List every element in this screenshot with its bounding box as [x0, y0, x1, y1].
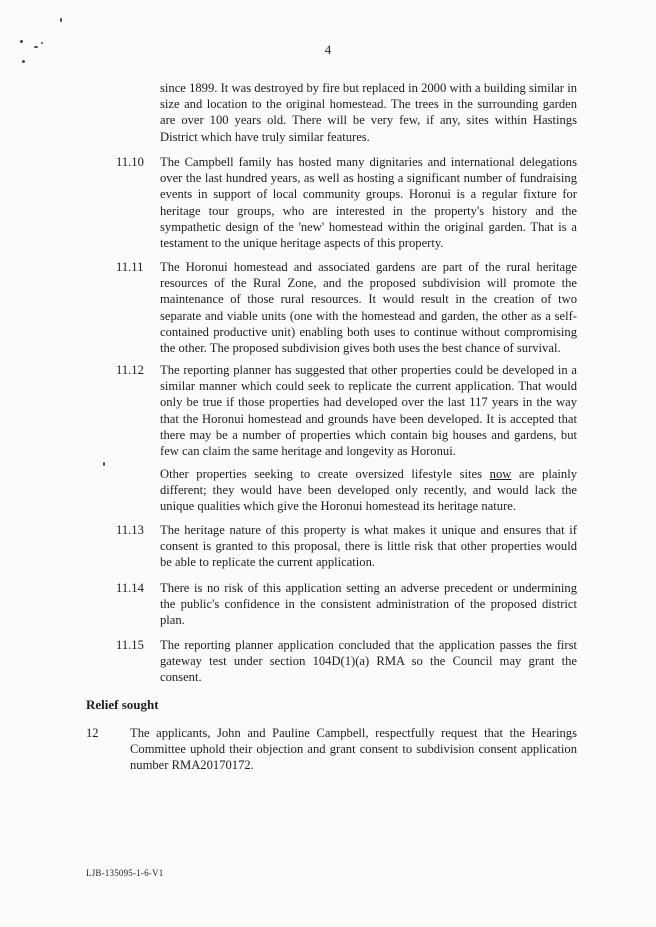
scan-speck [103, 462, 105, 466]
scan-speck [60, 18, 62, 22]
paragraph-number: 11.12 [116, 363, 144, 377]
paragraph-number: 11.14 [116, 581, 144, 595]
paragraph-number: 11.13 [116, 523, 144, 537]
subparagraph-text-end: are plainly different; they would have been developed only recently, and would lack the unique qualities which give the Horonui homestead its heritage nature. [160, 467, 578, 514]
paragraph-11-10 [116, 154, 577, 251]
scan-speck [22, 60, 25, 63]
page-number: 4 [324, 42, 332, 57]
subparagraph-text-start: Other properties seeking to create oversized lifestyle sites [160, 467, 490, 481]
paragraph-text: The heritage nature of this property is what makes it unique and ensures that if consent is granted to this proposal, there is little risk that other properties would be able to replicate the current application. [160, 523, 577, 570]
paragraph-11-15 [116, 637, 577, 687]
paragraph-text: The applicants, John and Pauline Campbell, respectfully request that the Hearings Committee uphold their objection and grant consent to subdivision consent application number RMA20170172. [130, 726, 577, 773]
paragraph-11-13 [116, 522, 577, 572]
paragraph-12 [86, 725, 577, 775]
paragraph-text: The Horonui homestead and associated gardens are part of the rural heritage resources of the Rural Zone, and the proposed subdivision will promote the maintenance of those rural resources. It would result in the creation of two separate and viable units (one with the homestead and garden, the other as a self-contained productive unit) enabling both uses to continue without compromising the other. The proposed subdivision gives both uses the best chance of survival. [160, 260, 577, 356]
paragraph-number: 11.15 [116, 638, 144, 652]
continuation-text: since 1899. It was destroyed by fire but replaced in 2000 with a building similar in size and location to the original homestead. The trees in the surrounding garden are over 100 years old. There will be very few, if any, sites within Hastings District which have truly similar features. [160, 81, 577, 144]
paragraph-text: The reporting planner application concluded that the application passes the first gateway test under section 104D(1)(a) RMA so the Council may grant the consent. [160, 638, 577, 685]
paragraph-number: 11.11 [116, 260, 144, 274]
section-heading: Relief sought [86, 697, 159, 712]
paragraph-number: 11.10 [116, 155, 144, 169]
paragraph-text: The reporting planner has suggested that other properties could be developed in a similar manner which could seek to replicate the current application. That would only be true if those properties had developed over the last 117 years in the way that the Horonui homestead and grounds have been developed. It is accepted that there may be a number of properties which contain big houses and gardens, but few can claim the same heritage and longevity as Horonui. [160, 363, 577, 459]
subparagraph-11-12 [160, 466, 577, 515]
paragraph-text: The Campbell family has hosted many dignitaries and international delegations over the last hundred years, as well as hosting a significant number of fundraising events in support of local community groups. Horonui is a regular fixture for heritage tour groups, who are interested in the property's history and the sympathetic design of the 'new' homestead within the original garden. That is a testament to the unique heritage aspects of this property. [160, 155, 577, 251]
paragraph-11-11 [116, 259, 577, 356]
emphasis-now: now [489, 467, 512, 481]
paragraph-number: 12 [86, 726, 99, 740]
continuation-paragraph [160, 80, 577, 145]
paragraph-11-12 [116, 362, 577, 459]
paragraph-text: There is no risk of this application setting an adverse precedent or undermining the public's confidence in the consistent administration of the proposed district plan. [160, 581, 577, 628]
paragraph-11-14 [116, 580, 577, 630]
document-reference: LJB-135095-1-6-V1 [86, 868, 164, 878]
